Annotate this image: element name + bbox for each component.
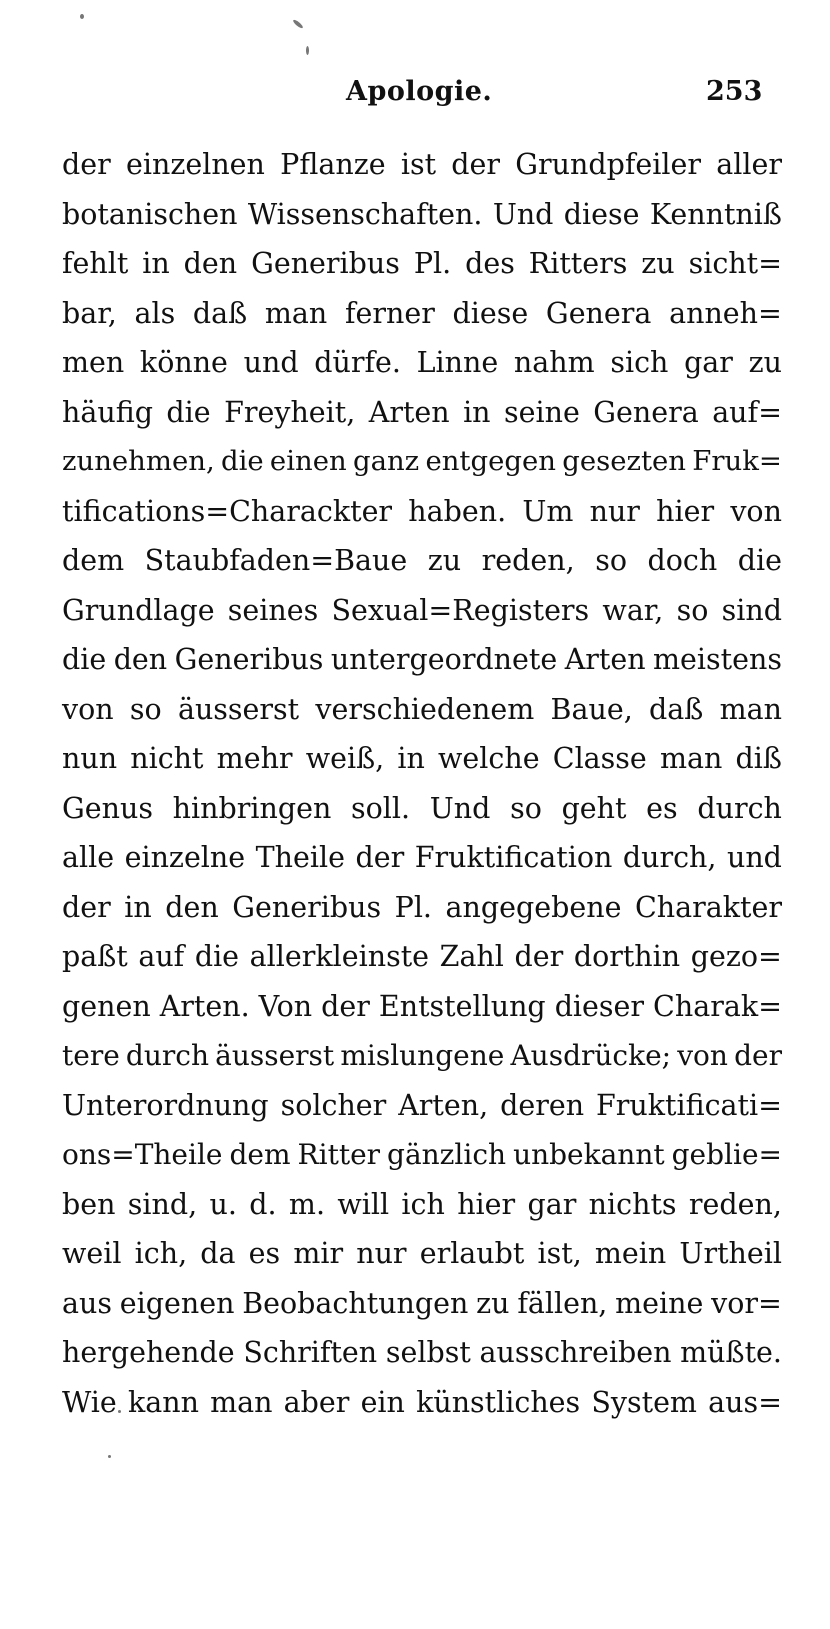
- text-line: alle einzelne Theile der Fruktification durch, und: [62, 841, 782, 874]
- text-line: die den Generibus untergeordnete Arten meistens: [62, 643, 782, 676]
- text-line: der in den Generibus Pl. angegebene Charakter: [62, 890, 782, 924]
- text-line: weil ich, da es mir nur erlaubt ist, mein Urtheil: [62, 1237, 782, 1270]
- text-line: dem Staubfaden=Baue zu reden, so doch die: [62, 544, 782, 577]
- text-line: häufig die Freyheit, Arten in seine Genera auf=: [62, 395, 782, 429]
- ink-speck: [292, 19, 304, 30]
- text-line: ons=Theile dem Ritter gänzlich unbekannt geblie=: [62, 1138, 782, 1171]
- running-title: Apologie.: [346, 76, 493, 107]
- text-line: botanischen Wissenschaften. Und diese Kenntniß: [62, 197, 782, 231]
- text-line: nun nicht mehr weiß, in welche Classe man diß: [62, 742, 782, 775]
- text-line: zunehmen, die einen ganz entgegen gesezten Fruk=: [62, 445, 782, 477]
- text-line: der einzelnen Pflanze ist der Grundpfeiler aller: [62, 148, 782, 181]
- body-text: [62, 140, 782, 1427]
- text-line: hergehende Schriften selbst ausschreiben müßte.: [62, 1336, 782, 1369]
- ink-speck: [306, 46, 309, 55]
- text-line: Wie kann man aber ein künstliches System aus=: [62, 1385, 782, 1419]
- page-header: [0, 72, 830, 112]
- text-line: Unterordnung solcher Arten, deren Fruktificati=: [62, 1088, 782, 1122]
- page-number: 253: [706, 76, 763, 107]
- text-line: Genus hinbringen soll. Und so geht es durch: [62, 791, 782, 825]
- text-line: von so äusserst verschiedenem Baue, daß man: [62, 692, 782, 726]
- text-line: fehlt in den Generibus Pl. des Ritters zu sicht=: [62, 247, 782, 280]
- text-line: paßt auf die allerkleinste Zahl der dorthin gezo=: [62, 940, 782, 973]
- ink-speck: [80, 14, 84, 19]
- text-line: tere durch äusserst mislungene Ausdrücke; von der: [62, 1039, 782, 1072]
- text-line: Grundlage seines Sexual=Registers war, so sind: [62, 593, 782, 627]
- text-line: ben sind, u. d. m. will ich hier gar nichts reden,: [62, 1187, 782, 1221]
- ink-speck: [108, 1455, 111, 1458]
- text-line: aus eigenen Beobachtungen zu fällen, meine vor=: [62, 1286, 782, 1320]
- text-line: genen Arten. Von der Entstellung dieser Charak=: [62, 989, 782, 1023]
- text-line: tifications=Charackter haben. Um nur hier von: [62, 494, 782, 528]
- text-line: bar, als daß man ferner diese Genera anneh=: [62, 296, 782, 330]
- text-line: men könne und dürfe. Linne nahm sich gar zu: [62, 346, 782, 379]
